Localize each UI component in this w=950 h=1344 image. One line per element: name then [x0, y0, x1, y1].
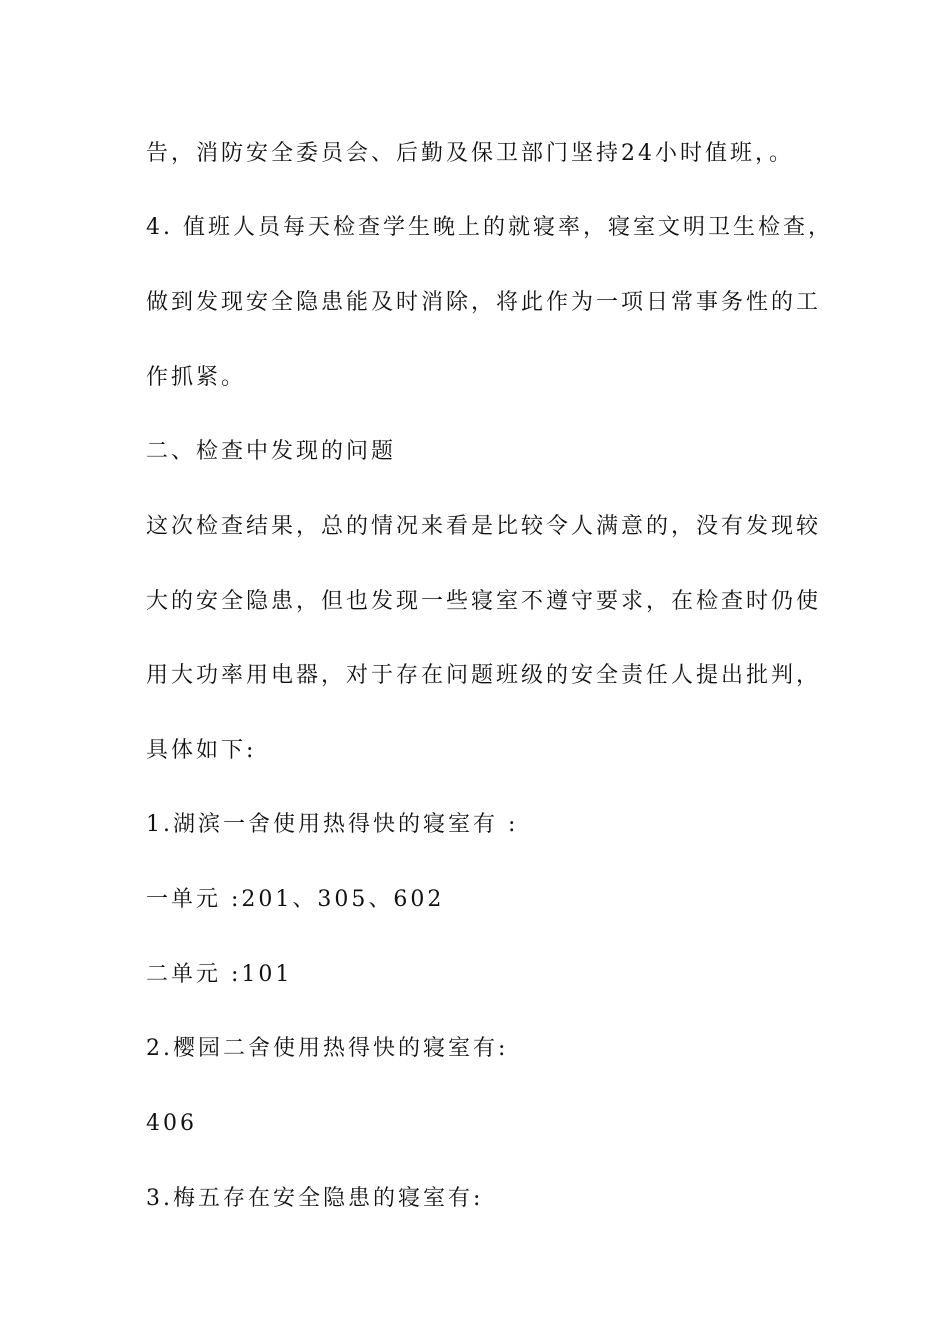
text-line: 这次检查结果，总的情况来看是比较令人满意的，没有发现较	[146, 514, 822, 539]
list-item: 1.湖滨一舍使用热得快的寝室有 :	[146, 812, 519, 837]
text-line: 做到发现安全隐患能及时消除，将此作为一项日常事务性的工	[146, 290, 822, 315]
list-item: 一单元 :201、305、602	[146, 887, 445, 912]
text-line: 大的安全隐患，但也发现一些寝室不遵守要求，在检查时仍使	[146, 589, 822, 614]
list-item: 406	[146, 1111, 197, 1136]
text-line: 4. 值班人员每天检查学生晚上的就寝率，寝室文明卫生检查，	[146, 215, 833, 240]
list-item: 3.梅五存在安全隐患的寝室有:	[146, 1186, 484, 1211]
text-line: 具体如下:	[146, 738, 257, 763]
text-line: 作抓紧。	[146, 365, 247, 390]
text-line: 告，消防安全委员会、后勤及保卫部门坚持24小时值班，。	[146, 141, 794, 166]
section-heading: 二、检查中发现的问题	[146, 439, 397, 464]
list-item: 2.樱园二舍使用热得快的寝室有:	[146, 1036, 509, 1061]
list-item: 二单元 :101	[146, 962, 293, 987]
text-line: 用大功率用电器，对于存在问题班级的安全责任人提出批判，	[146, 663, 822, 688]
